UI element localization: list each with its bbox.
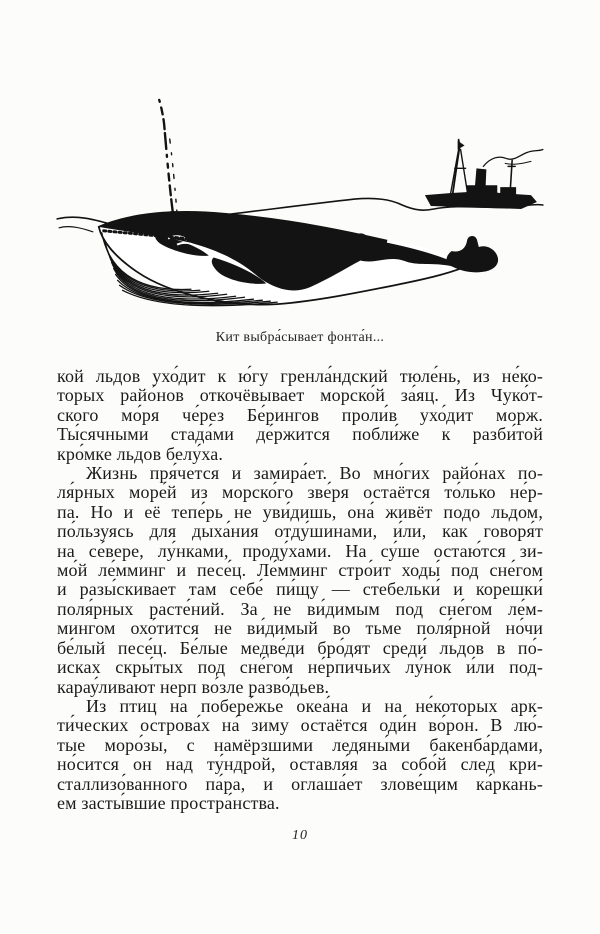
text-line: Жизнь пря́чется и замира́ет. Во мно́гих райо́нах по- xyxy=(86,463,543,484)
text-line: и разы́скивает там себе́ пи́щу — стебельки́ и корешки́ xyxy=(57,579,543,600)
illustration-figure xyxy=(55,0,545,346)
paragraph-2 xyxy=(57,464,543,697)
text-line: бе́лый песе́ц. Бе́лые медве́ди бро́дят среди́ льдов в по́- xyxy=(57,637,543,658)
tail-fluke-icon xyxy=(447,236,498,271)
text-line: поля́рных расте́ний. За не ви́димым под сне́гом ле́м- xyxy=(57,598,543,619)
text-line: торых райо́нов откочёвывает морско́й за́яц. Из Чуко́т- xyxy=(57,385,543,406)
text-line: на се́вере, лу́нками, проду́хами. На су́ше остаю́тся зи- xyxy=(57,540,543,561)
text-line: но́сится он над ту́ндрой, оставля́я за собо́й след кри- xyxy=(57,754,543,775)
illustration-caption: Кит выбра́сывает фонта́н... xyxy=(215,330,385,345)
wave-line xyxy=(59,227,93,232)
text-line: тые моро́зы, с намёрзшими ледяны́ми бакенба́рдами, xyxy=(57,734,543,755)
ship-icon xyxy=(425,140,543,209)
text-line: па. Но и её тепе́рь не уви́дишь, она́ живёт подо льдом, xyxy=(57,501,543,522)
whale-icon xyxy=(99,211,498,306)
text-line: кро́мке льдов белу́ха. xyxy=(57,443,224,464)
paragraph-3 xyxy=(57,697,543,813)
text-line: ля́рных море́й из морско́го зве́ря остаётся то́лько не́р- xyxy=(57,482,543,503)
text-line: карау́ливают нерп во́зле разво́дьев. xyxy=(57,676,330,697)
text-line: ем засты́вшие простра́нства. xyxy=(57,792,280,813)
text-line: сталлизо́ванного па́ра, и оглаша́ет злове́щим ка́ркань- xyxy=(57,773,543,794)
text-line: Ты́сячными стада́ми де́ржится побли́же к разби́той xyxy=(57,424,543,445)
text-line: исках скры́тых под сне́гом не́рпичьих лу́нок и́ли под- xyxy=(57,657,543,678)
text-line: ти́ческих острова́х на́ зиму остаётся оди́н во́рон. В лю́- xyxy=(57,715,543,736)
text-line: мингом охо́тится не ви́димый во тьме поля́рной но́чи xyxy=(57,618,543,639)
fountain-spout-icon xyxy=(159,100,177,215)
text-line: мо́й ле́мминг и песе́ц. Ле́мминг стро́ит ходы́ под сне́гом xyxy=(57,560,543,581)
paragraph-1 xyxy=(57,367,543,464)
text-line: ского мо́ря че́рез Бе́рингов проли́в ухо́дит морж. xyxy=(57,404,543,425)
text-line: по́льзуясь для дыха́ния отду́шинами, и́ли, как говоря́т xyxy=(57,521,543,542)
text-line: кой льдов ухо́дит к ю́гу гренла́ндский тюле́нь, из не́ко- xyxy=(57,366,543,386)
blowhole-icon xyxy=(166,211,180,217)
page-number: 10 xyxy=(292,828,308,844)
whale-illustration xyxy=(55,93,545,321)
text-line: Из птиц на побере́жье океа́на и на не́которых арк- xyxy=(86,695,543,716)
body-text xyxy=(57,367,543,813)
